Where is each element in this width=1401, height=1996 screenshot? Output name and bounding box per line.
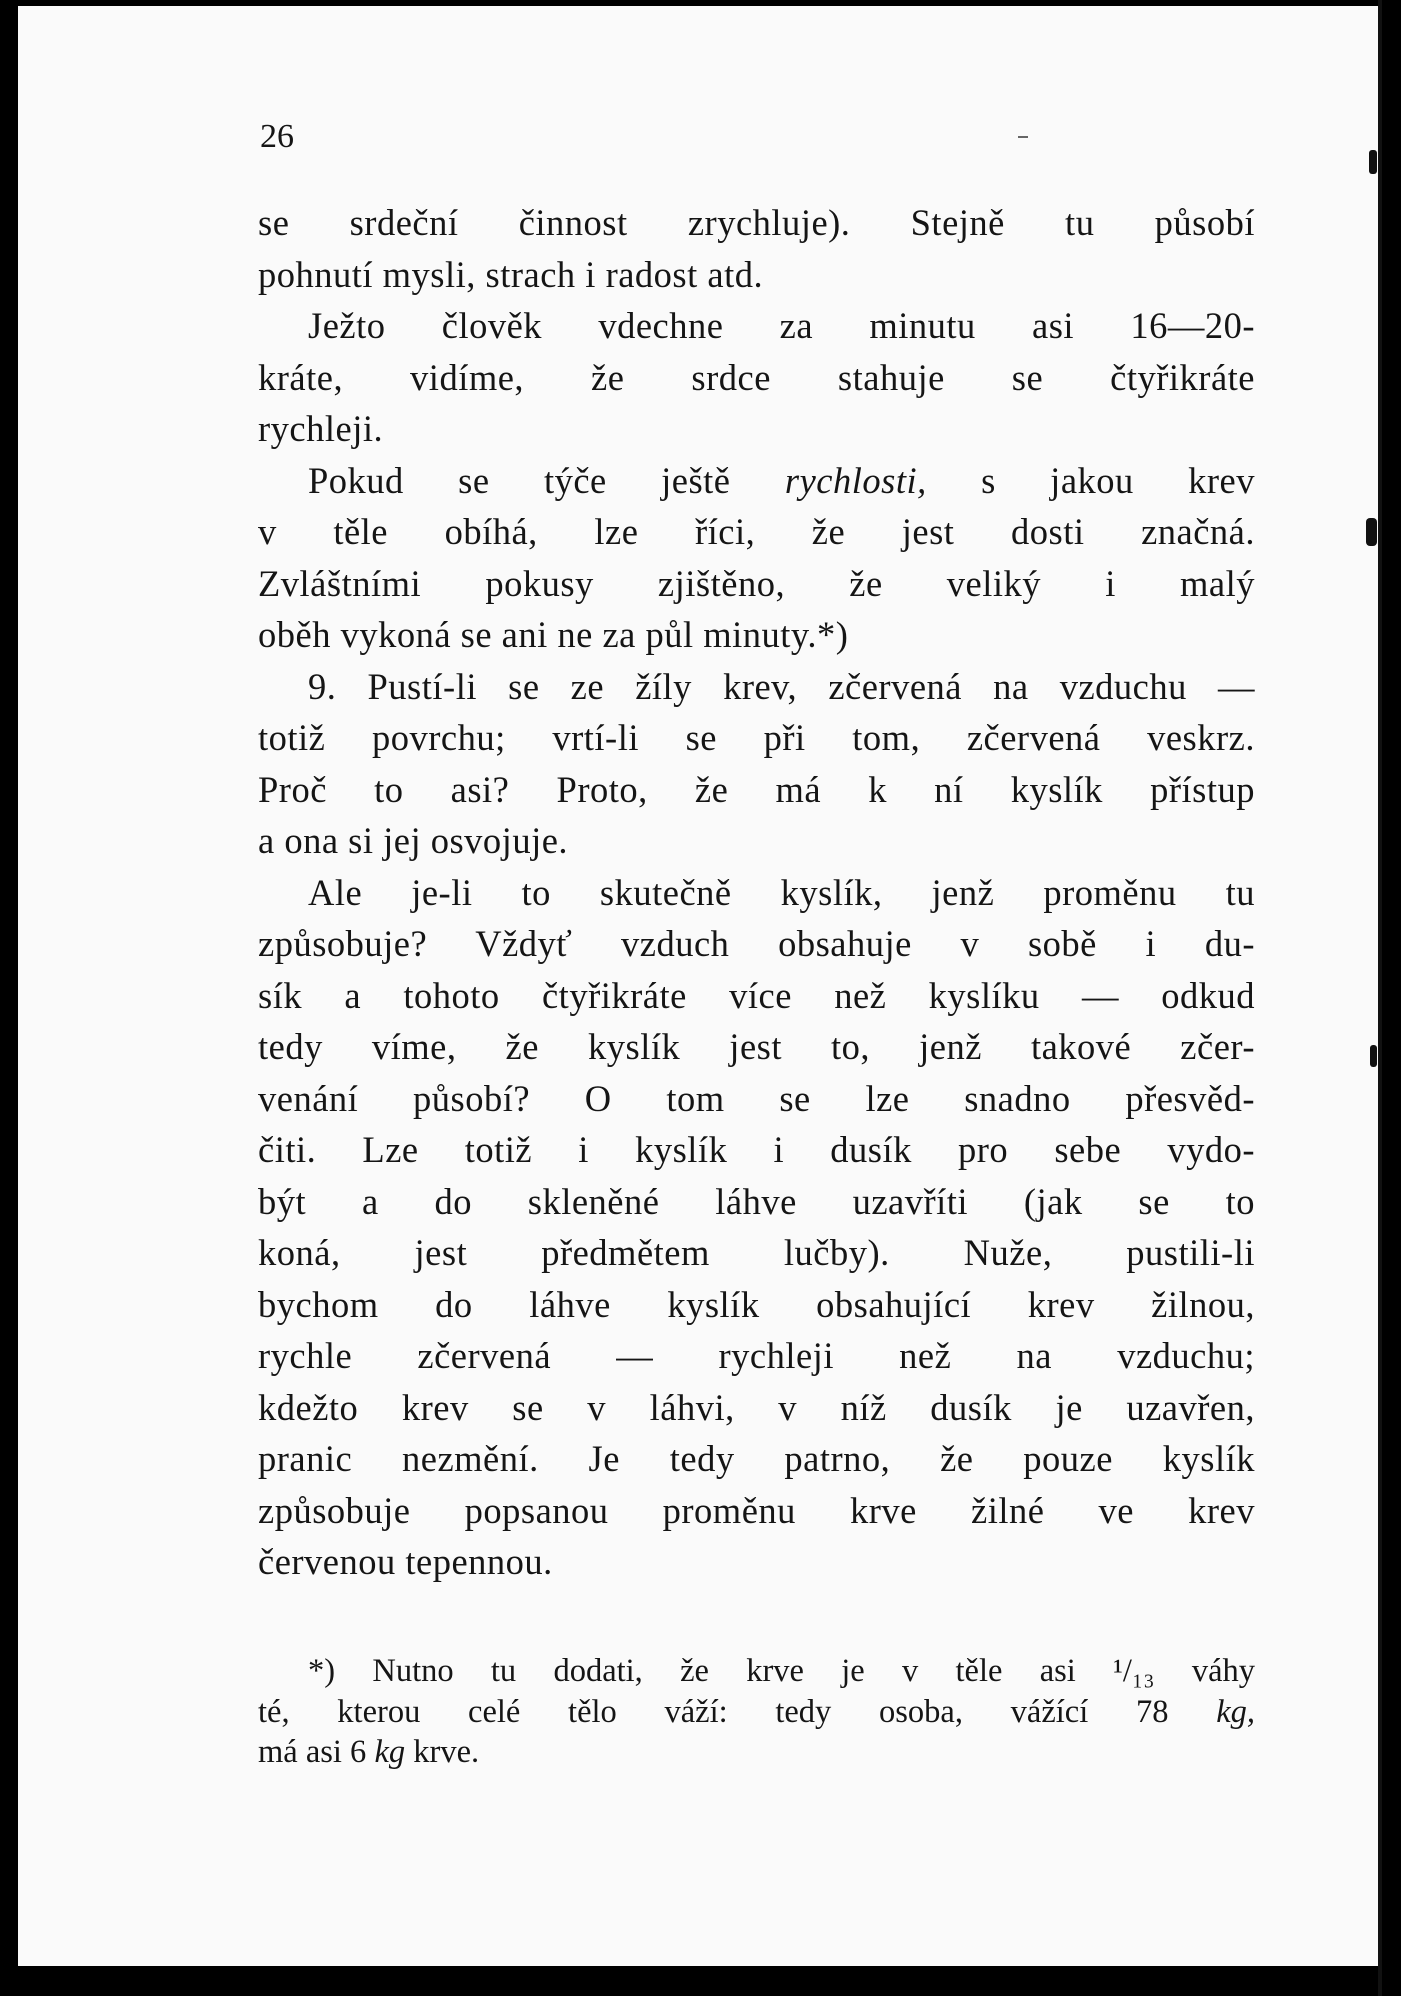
text-line: sík a tohoto čtyřikráte více než kyslíku — odkud [258, 974, 1255, 1016]
text-line: Zvláštními pokusy zjištěno, že veliký i malý [258, 562, 1255, 604]
text-line: tedy víme, že kyslík jest to, jenž takové zčer- [258, 1026, 1255, 1067]
text-segment: krve. [413, 1734, 480, 1770]
footnote-line [258, 1651, 1255, 1692]
text-segment: má asi 6 [258, 1734, 367, 1770]
text-line: venání působí? O tom se lze snadno přesvěd- [258, 1077, 1255, 1119]
text-segment: Pokud se týče ještě [308, 459, 731, 501]
scan-edge-rule [1378, 0, 1382, 1996]
text-line: být a do skleněné láhve uzavříti (jak se to [258, 1180, 1255, 1222]
text-line: bychom do láhve kyslík obsahující krev žilnou, [258, 1283, 1255, 1325]
text-line: totiž povrchu; vrtí-li se při tom, zčervená veskrz. [258, 717, 1255, 758]
text-line: způsobuje? Vždyť vzduch obsahuje v sobě i du- [258, 923, 1255, 964]
text-line [258, 455, 1255, 507]
text-line: oběh vykoná se ani ne za půl minuty.*) [258, 614, 849, 655]
text-line: čiti. Lze totiž i kyslík i dusík pro sebe vydo- [258, 1129, 1255, 1170]
fraction: ¹/₁₃ [1113, 1653, 1155, 1689]
text-line: Proč to asi? Proto, že má k ní kyslík přístup [258, 768, 1255, 810]
text-segment: s jakou krev [981, 459, 1256, 501]
footnote-line [258, 1692, 1255, 1733]
scan-artifact [1370, 1045, 1377, 1067]
text-line: rychle zčervená — rychleji než na vzduchu; [258, 1335, 1255, 1376]
text-line: 9. Pustí-li se ze žíly krev, zčervená na vzduchu — [308, 665, 1255, 707]
text-line: pohnutí mysli, strach i radost atd. [258, 253, 764, 295]
footnote-line [258, 1732, 1255, 1773]
text-line: červenou tepennou. [258, 1541, 553, 1582]
text-line: kdežto krev se v láhvi, v níž dusík je uzavřen, [258, 1386, 1255, 1428]
text-line: koná, jest předmětem lučby). Nuže, pustili-li [258, 1232, 1255, 1273]
text-segment: *) Nutno tu dodati, že krve je v těle asi [308, 1653, 1076, 1689]
text-line: se srdeční činnost zrychluje). Stejně tu působí [258, 202, 1255, 243]
printer-dash [1018, 136, 1028, 138]
italic-term: rychlosti, [784, 459, 927, 501]
text-line: v těle obíhá, lze říci, že jest dosti značná. [258, 511, 1255, 552]
text-line: kráte, vidíme, že srdce stahuje se čtyřikráte [258, 356, 1255, 398]
unit: kg, [1216, 1693, 1256, 1730]
page-number: 26 [260, 118, 294, 155]
text-line: způsobuje popsanou proměnu krve žilné ve krev [258, 1489, 1255, 1531]
text-line: Ježto člověk vdechne za minutu asi 16—20- [308, 305, 1255, 346]
unit: kg [374, 1734, 406, 1770]
text-line: pranic nezmění. Je tedy patrno, že pouze kyslík [258, 1438, 1255, 1479]
text-segment: té, kterou celé tělo váží: tedy osoba, vážící 78 [258, 1693, 1169, 1730]
book-page [18, 6, 1380, 1966]
text-segment: váhy [1191, 1653, 1255, 1689]
body-text [258, 197, 1255, 1588]
scan-artifact [1369, 150, 1377, 174]
text-line: a ona si jej osvojuje. [258, 820, 569, 861]
footnote [258, 1651, 1255, 1773]
text-line: rychleji. [258, 408, 384, 449]
scan-artifact [1366, 518, 1377, 546]
text-line: Ale je-li to skutečně kyslík, jenž proměnu tu [308, 871, 1255, 913]
